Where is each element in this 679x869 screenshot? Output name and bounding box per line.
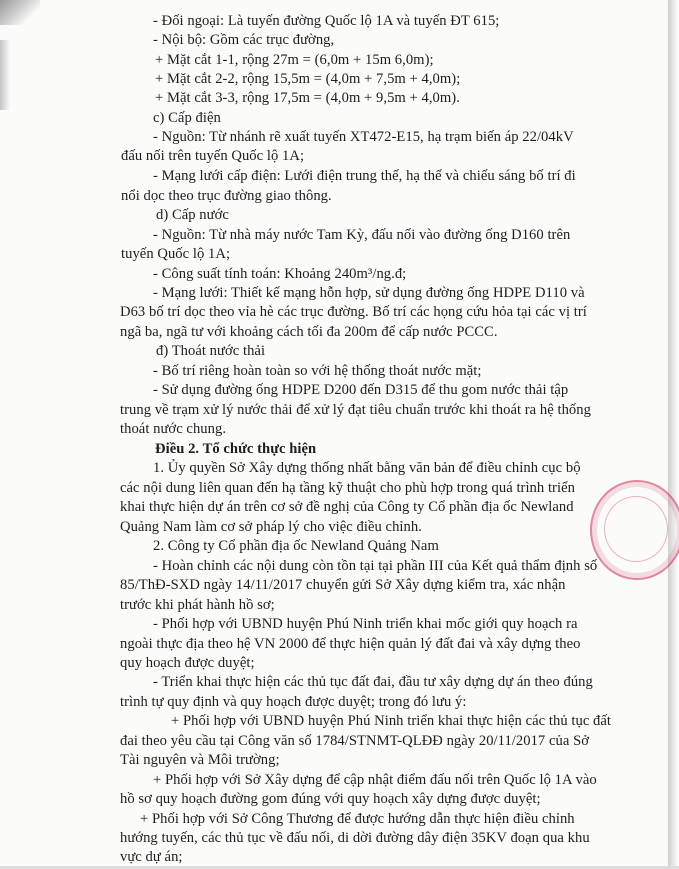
text-line: trình tự quy định và quy hoạch được duyệt; trong đó lưu ý: bbox=[120, 694, 467, 710]
text-line: - Công suất tính toán: Khoảng 240m³/ng.đ; bbox=[153, 266, 407, 282]
text-line: + Phối hợp với UBND huyện Phú Ninh triển khai thực hiện các thủ tục đất bbox=[171, 713, 612, 729]
text-line: hồ sơ quy hoạch đường gom đúng với quy hoạch xây dựng được duyệt; bbox=[120, 791, 541, 807]
text-line: nổi dọc theo trục đường giao thông. bbox=[121, 188, 332, 204]
text-line: khai thực hiện dự án trên cơ sở đề nghị của Công ty Cổ phần địa ốc Newland bbox=[120, 499, 574, 515]
text-line: - Mạng lưới: Thiết kế mạng hỗn hợp, sử dụng đường ống HDPE D110 và bbox=[153, 285, 585, 301]
text-line: các nội dung liên quan đến hạ tầng kỹ thuật cho phù hợp trong quá trình triển bbox=[120, 480, 575, 496]
text-line: trước khi phát hành hồ sơ; bbox=[120, 597, 275, 613]
text-line: - Nội bộ: Gồm các trục đường, bbox=[153, 32, 335, 48]
text-line: ngoài thực địa theo hệ VN 2000 để thực hiện quản lý đất đai và xây dựng theo bbox=[120, 636, 581, 652]
text-line: 85/ThĐ-SXD ngày 14/11/2017 chuyển gửi Sở Xây dựng kiểm tra, xác nhận bbox=[120, 577, 566, 593]
text-line: vực dự án; bbox=[120, 849, 183, 865]
text-line: Quảng Nam làm cơ sở pháp lý cho việc điều chỉnh. bbox=[120, 519, 422, 535]
text-line: - Mạng lưới cấp điện: Lưới điện trung thế, hạ thế và chiếu sáng bố trí đi bbox=[153, 168, 576, 184]
text-line: đấu nối trên tuyến Quốc lộ 1A; bbox=[121, 148, 305, 164]
text-line: - Sử dụng đường ống HDPE D200 đến D315 để thu gom nước thải tập bbox=[153, 382, 569, 398]
section-heading: d) Cấp nước bbox=[156, 207, 229, 223]
text-line: Tài nguyên và Môi trường; bbox=[120, 752, 280, 768]
text-line: + Mặt cắt 2-2, rộng 15,5m = (4,0m + 7,5m + 4,0m); bbox=[155, 71, 461, 87]
text-line: - Đối ngoại: Là tuyến đường Quốc lộ 1A và tuyến ĐT 615; bbox=[153, 13, 500, 29]
text-line: - Hoàn chỉnh các nội dung còn tồn tại tại phần III của Kết quả thẩm định số bbox=[153, 558, 598, 574]
text-line: trung về trạm xử lý nước thải để xử lý đạt tiêu chuẩn trước khi thoát ra hệ thống bbox=[120, 402, 591, 418]
text-line: - Nguồn: Từ nhà máy nước Tam Kỳ, đấu nối vào đường ống D160 trên bbox=[153, 227, 571, 243]
text-line: D63 bố trí dọc theo vỉa hè các trục đường. Bố trí các họng cứu hỏa tại các vị trí bbox=[120, 304, 587, 320]
text-line: - Phối hợp với UBND huyện Phú Ninh triển khai mốc giới quy hoạch ra bbox=[153, 616, 578, 632]
text-line: đai theo yêu cầu tại Công văn số 1784/STNMT-QLĐĐ ngày 20/11/2017 của Sở bbox=[120, 733, 590, 749]
text-line: + Mặt cắt 1-1, rộng 27m = (6,0m + 15m 6,0m); bbox=[155, 52, 434, 68]
section-heading: c) Cấp điện bbox=[153, 110, 221, 126]
text-line: 2. Công ty Cổ phần địa ốc Newland Quảng Nam bbox=[153, 538, 439, 554]
text-line: + Phối hợp với Sở Công Thương để được hướng dẫn thực hiện điều chỉnh bbox=[140, 811, 575, 827]
text-line: - Triển khai thực hiện các thủ tục đất đai, đầu tư xây dựng dự án theo đúng bbox=[153, 674, 593, 690]
text-line: + Mặt cắt 3-3, rộng 17,5m = (4,0m + 9,5m + 4,0m). bbox=[155, 90, 460, 106]
article-heading: Điều 2. Tổ chức thực hiện bbox=[155, 441, 317, 457]
text-line: thoát nước chung. bbox=[120, 421, 227, 437]
text-line: quy hoạch được duyệt; bbox=[120, 655, 255, 671]
text-line: tuyến Quốc lộ 1A; bbox=[121, 246, 231, 262]
section-heading: đ) Thoát nước thải bbox=[156, 343, 266, 359]
text-line: ngã ba, ngã tư với khoảng cách tối đa 200m để cấp nước PCCC. bbox=[120, 324, 498, 340]
text-line: 1. Ủy quyền Sở Xây dựng thống nhất bằng văn bản để điều chỉnh cục bộ bbox=[153, 460, 581, 476]
text-line: hướng tuyến, các thủ tục về đấu nối, di dời đường dây điện 35KV đoạn qua khu bbox=[120, 830, 590, 846]
text-line: - Nguồn: Từ nhánh rẽ xuất tuyến XT472-E15, hạ trạm biến áp 22/04kV bbox=[153, 129, 574, 145]
text-line: - Bố trí riêng hoàn toàn so với hệ thống thoát nước mặt; bbox=[153, 363, 482, 379]
text-line: + Phối hợp với Sở Xây dựng để cập nhật điểm đấu nối trên Quốc lộ 1A vào bbox=[153, 772, 597, 788]
page-shadow-right bbox=[668, 0, 679, 869]
